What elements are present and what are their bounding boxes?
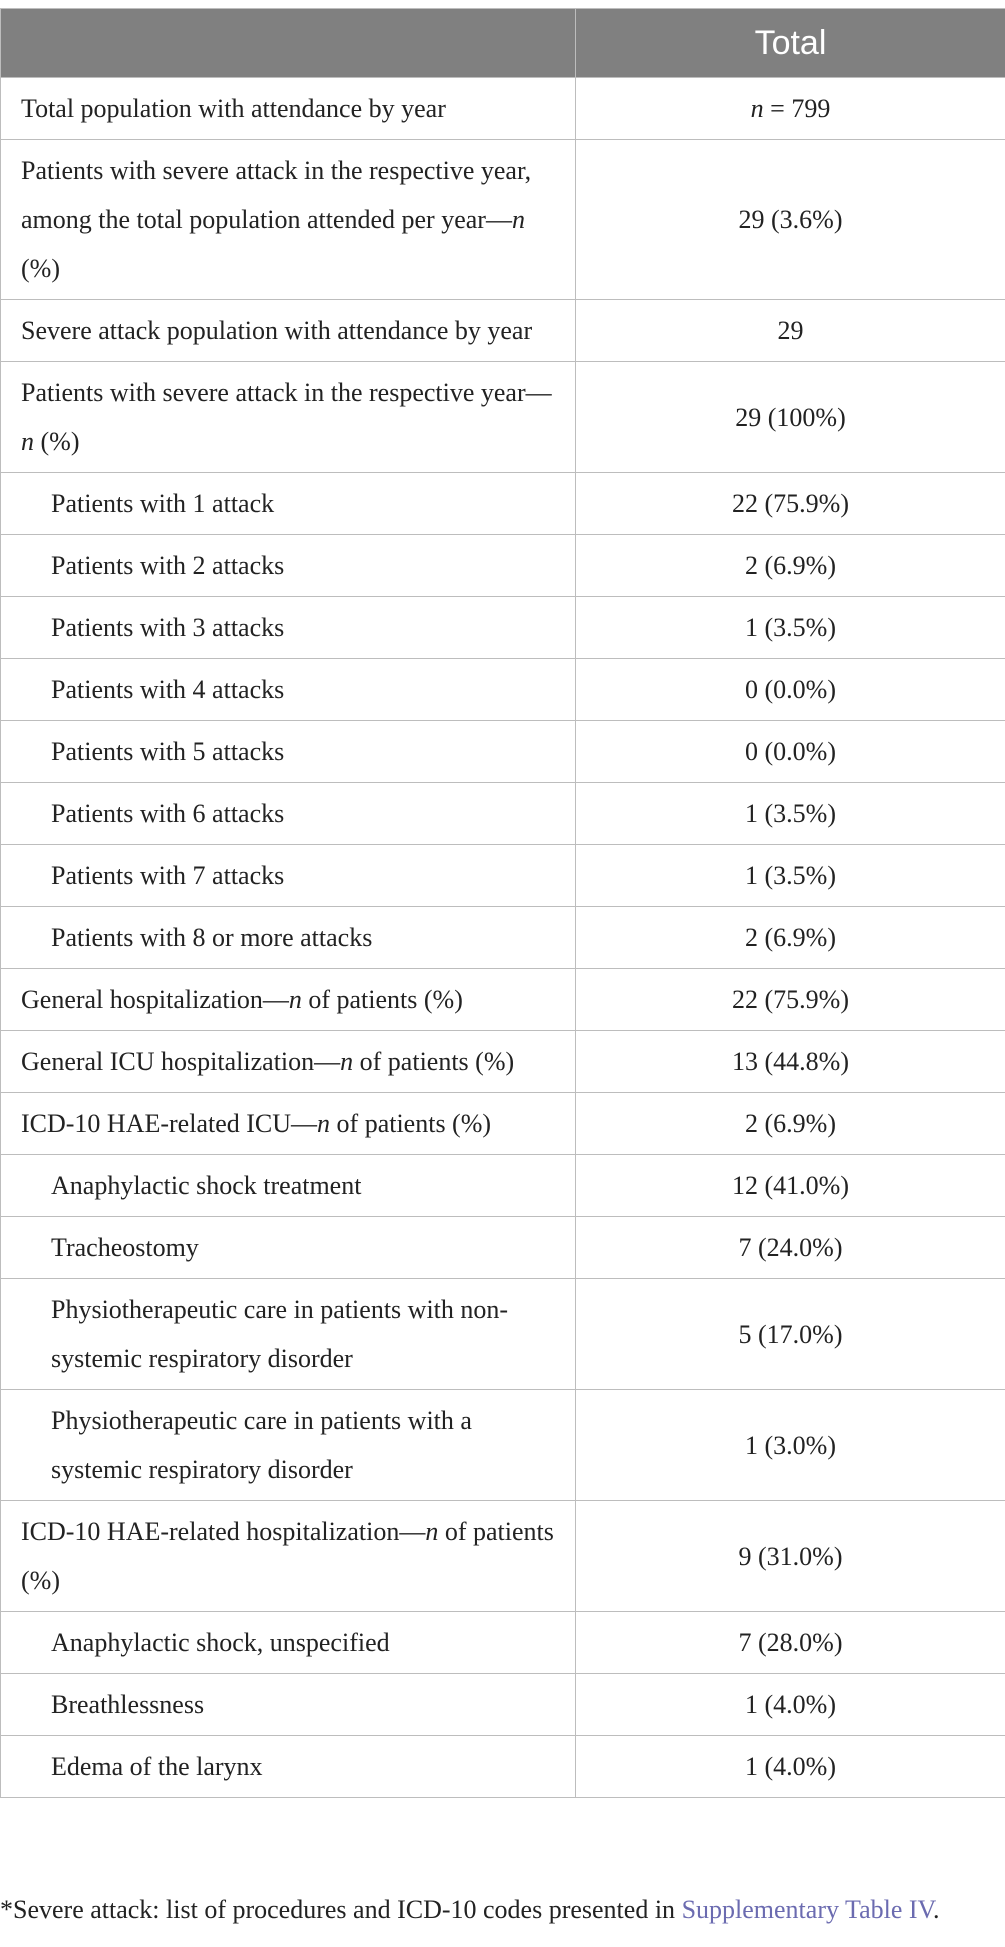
label-text: Physiotherapeutic care in patients with non-systemic respiratory disorder — [51, 1295, 509, 1373]
value-text: 2 (6.9%) — [745, 551, 836, 580]
row-label — [1, 140, 576, 300]
table-header-row — [1, 9, 1005, 78]
row-value — [576, 845, 1005, 907]
value-text: 7 (28.0%) — [738, 1628, 843, 1657]
label-text: Tracheostomy — [51, 1233, 199, 1262]
label-text: (%) — [34, 427, 80, 456]
label-text: of patients (%) — [21, 1517, 554, 1595]
value-text: 0 (0.0%) — [745, 737, 836, 766]
row-value — [576, 659, 1005, 721]
row-value — [576, 1612, 1005, 1674]
row-value — [576, 140, 1005, 300]
value-text: 1 (3.5%) — [745, 613, 836, 642]
footnote-text: *Severe attack: list of procedures and ICD-10 codes presented in — [0, 1895, 682, 1924]
value-text: 1 (3.5%) — [745, 861, 836, 890]
row-value — [576, 1736, 1005, 1798]
label-text: General hospitalization— — [21, 985, 289, 1014]
row-label — [1, 1674, 576, 1736]
column-header-label — [1, 9, 576, 78]
value-text: 0 (0.0%) — [745, 675, 836, 704]
table-row — [1, 535, 1005, 597]
row-value — [576, 535, 1005, 597]
label-text: of patients (%) — [301, 985, 463, 1014]
italic-n: n — [21, 427, 34, 456]
supplementary-table-link[interactable]: Supplementary Table IV — [681, 1895, 933, 1924]
italic-n: n — [750, 94, 764, 123]
row-label — [1, 659, 576, 721]
value-text: 29 (3.6%) — [738, 205, 843, 234]
row-value — [576, 1217, 1005, 1279]
label-text: Patients with 3 attacks — [51, 613, 285, 642]
row-label — [1, 473, 576, 535]
row-label — [1, 1031, 576, 1093]
row-label — [1, 535, 576, 597]
table-row — [1, 1501, 1005, 1612]
row-label — [1, 1501, 576, 1612]
row-label — [1, 1093, 576, 1155]
label-text: Patients with severe attack in the respective year, among the total population attended per year— — [21, 156, 532, 234]
value-text: 13 (44.8%) — [732, 1047, 849, 1076]
label-text: ICD-10 HAE-related ICU— — [21, 1109, 318, 1138]
table-row — [1, 473, 1005, 535]
row-label — [1, 1390, 576, 1501]
label-text: Anaphylactic shock, unspecified — [51, 1628, 390, 1657]
value-text: 9 (31.0%) — [738, 1541, 843, 1571]
value-text: 1 (3.5%) — [745, 799, 836, 828]
table-row — [1, 1279, 1005, 1390]
label-text: Patients with severe attack in the respective year— — [21, 378, 552, 407]
row-label — [1, 845, 576, 907]
label-text: Patients with 5 attacks — [51, 737, 285, 766]
table-row — [1, 1031, 1005, 1093]
row-label — [1, 783, 576, 845]
table-row — [1, 300, 1005, 362]
results-table — [0, 8, 1005, 1798]
label-text: Edema of the larynx — [51, 1752, 263, 1781]
italic-n: n — [317, 1109, 331, 1138]
value-text: 12 (41.0%) — [732, 1171, 849, 1200]
table-row — [1, 1155, 1005, 1217]
column-header-total: Total — [576, 9, 1005, 78]
label-text: Physiotherapeutic care in patients with a systemic respiratory disorder — [51, 1406, 472, 1484]
row-label — [1, 969, 576, 1031]
label-text: of patients (%) — [353, 1047, 515, 1076]
footnote-suffix: . — [932, 1895, 940, 1924]
table-row — [1, 1674, 1005, 1736]
table-row — [1, 362, 1005, 473]
table-row — [1, 78, 1005, 140]
label-text: (%) — [21, 254, 60, 283]
label-text: Breathlessness — [51, 1690, 205, 1719]
table-row — [1, 1093, 1005, 1155]
row-label — [1, 1155, 576, 1217]
value-text: 29 (100%) — [735, 402, 846, 432]
row-label — [1, 597, 576, 659]
value-text: 22 (75.9%) — [732, 489, 849, 518]
label-text: Severe attack population with attendance by year — [21, 316, 533, 345]
row-value — [576, 1279, 1005, 1390]
row-value — [576, 1390, 1005, 1501]
table-row — [1, 140, 1005, 300]
label-text: Patients with 6 attacks — [51, 799, 285, 828]
value-text: 1 (4.0%) — [745, 1752, 836, 1781]
value-text: 5 (17.0%) — [738, 1319, 843, 1349]
row-label — [1, 78, 576, 140]
table-row — [1, 783, 1005, 845]
table-row — [1, 1612, 1005, 1674]
value-text: 29 — [777, 316, 804, 345]
label-text: Patients with 1 attack — [51, 489, 275, 518]
table-row — [1, 907, 1005, 969]
row-value — [576, 1093, 1005, 1155]
row-value — [576, 721, 1005, 783]
table-row — [1, 659, 1005, 721]
table-row — [1, 721, 1005, 783]
row-label — [1, 300, 576, 362]
label-text: Patients with 8 or more attacks — [51, 923, 373, 952]
value-text: 22 (75.9%) — [732, 985, 849, 1014]
label-text: Patients with 2 attacks — [51, 551, 285, 580]
row-value — [576, 907, 1005, 969]
value-text: 2 (6.9%) — [745, 1109, 836, 1138]
row-value — [576, 362, 1005, 473]
label-text: Patients with 7 attacks — [51, 861, 285, 890]
row-value — [576, 597, 1005, 659]
row-value — [576, 1155, 1005, 1217]
table-row — [1, 597, 1005, 659]
table-footnote — [0, 1890, 1005, 1930]
row-value — [576, 473, 1005, 535]
row-label — [1, 721, 576, 783]
label-text: ICD-10 HAE-related hospitalization— — [21, 1517, 426, 1546]
row-value — [576, 78, 1005, 140]
value-text: 1 (4.0%) — [745, 1690, 836, 1719]
label-text: Total population with attendance by year — [21, 94, 446, 123]
value-text: = 799 — [763, 94, 831, 123]
row-value — [576, 1674, 1005, 1736]
row-label — [1, 362, 576, 473]
table-row — [1, 1390, 1005, 1501]
table-row — [1, 1217, 1005, 1279]
row-label — [1, 1736, 576, 1798]
row-label — [1, 1217, 576, 1279]
row-label — [1, 1612, 576, 1674]
table-body — [1, 78, 1005, 1798]
table-row — [1, 969, 1005, 1031]
italic-n: n — [340, 1047, 354, 1076]
table-row — [1, 845, 1005, 907]
row-value — [576, 969, 1005, 1031]
row-label — [1, 1279, 576, 1390]
label-text: Patients with 4 attacks — [51, 675, 285, 704]
row-value — [576, 300, 1005, 362]
label-text: Anaphylactic shock treatment — [51, 1171, 362, 1200]
row-value — [576, 1501, 1005, 1612]
row-label — [1, 907, 576, 969]
italic-n: n — [288, 985, 302, 1014]
row-value — [576, 783, 1005, 845]
value-text: 7 (24.0%) — [738, 1233, 843, 1262]
value-text: 2 (6.9%) — [745, 923, 836, 952]
label-text: General ICU hospitalization— — [21, 1047, 341, 1076]
row-value — [576, 1031, 1005, 1093]
italic-n: n — [511, 205, 525, 234]
value-text: 1 (3.0%) — [745, 1430, 836, 1460]
label-text: of patients (%) — [330, 1109, 492, 1138]
italic-n: n — [425, 1517, 439, 1546]
table-row — [1, 1736, 1005, 1798]
